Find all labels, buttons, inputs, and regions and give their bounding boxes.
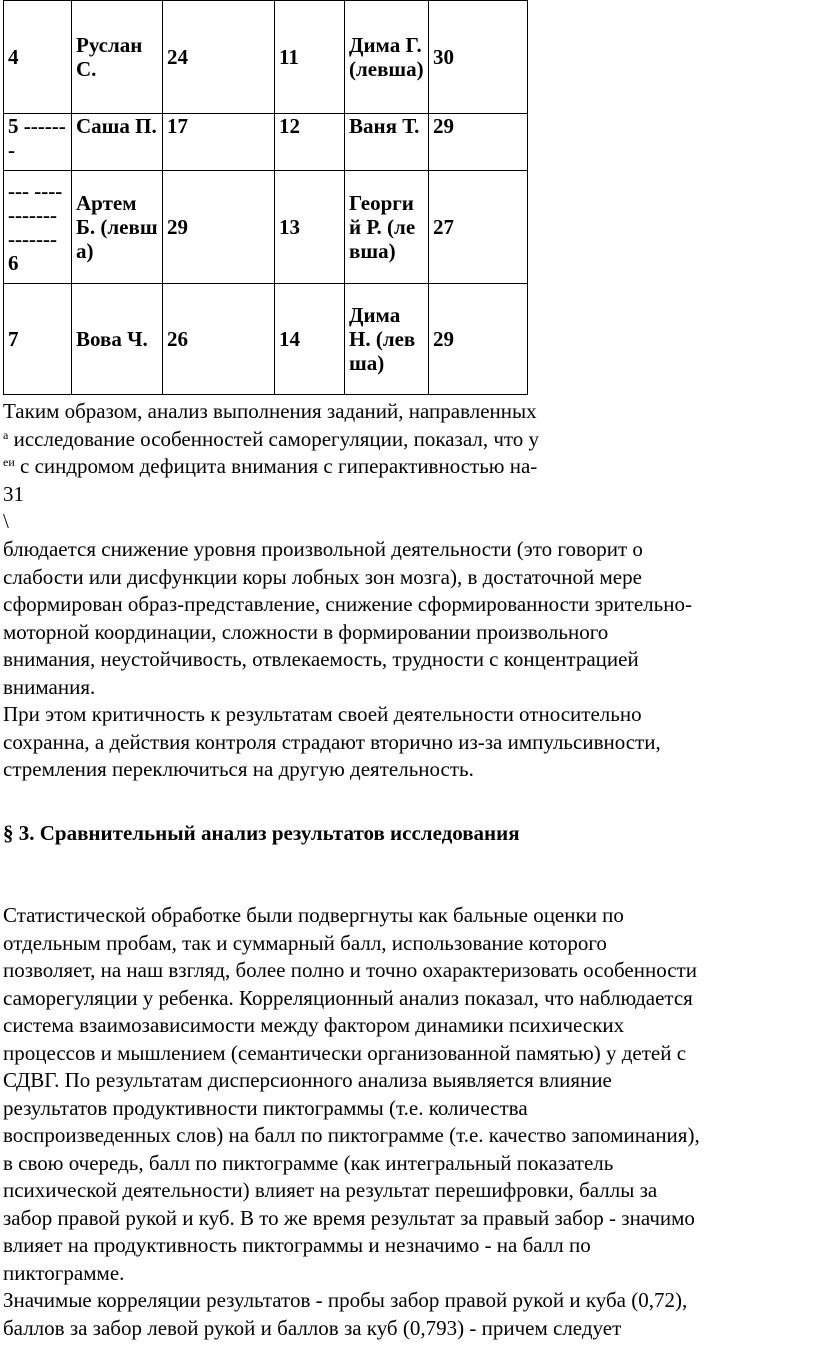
table-cell-score: 29 <box>429 114 528 171</box>
text-line: Таким образом, анализ выполнения заданий, направленных <box>3 399 537 423</box>
paragraph-observations <box>3 536 815 784</box>
table-cell-name: Георгий Р. (левша) <box>345 171 429 284</box>
section-heading: § 3. Сравнительный анализ результатов исследования <box>3 821 520 845</box>
text-line: позволяет, на наш взгляд, более полно и точно охарактеризовать особенности <box>3 958 697 982</box>
table-cell-score: 27 <box>429 171 528 284</box>
table-cell-number: 7 <box>4 284 72 395</box>
text-line: забор правой рукой и куб. В то же время результат за правый забор - значимо <box>3 1205 695 1230</box>
text-line: пиктограмме. <box>3 1260 125 1285</box>
table-cell-name: Ваня Т. <box>345 114 429 171</box>
text-line: баллов за забор левой рукой и баллов за куб (0,793) - причем следует <box>3 1315 622 1340</box>
table-cell-number: 14 <box>275 284 345 395</box>
table-cell-name: Дима Г. (левша) <box>345 1 429 114</box>
text-line: внимания. <box>3 674 96 699</box>
table-cell-number: 13 <box>275 171 345 284</box>
table-cell-name: Вова Ч. <box>72 284 163 395</box>
text-line: саморегуляции у ребенка. Корреляционный анализ показал, что наблюдается <box>3 985 693 1010</box>
text-line: слабости или дисфункции коры лобных зон мозга), в достаточной мере <box>3 564 642 589</box>
paragraph-statistics <box>3 902 815 1342</box>
table-cell-score: 29 <box>429 284 528 395</box>
table-cell-number: 4 <box>4 1 72 114</box>
text-line-content: с синдромом дефицита внимания с гиперактивностью на- <box>14 454 538 478</box>
text-line: сохранна, а действия контроля страдают вторично из-за импульсивности, <box>3 729 661 754</box>
table-cell-name: Руслан С. <box>72 1 163 114</box>
footnote-mark: а <box>3 427 9 442</box>
table-cell-name: Артем Б. (левша) <box>72 171 163 284</box>
footnote-mark: еи <box>3 455 15 469</box>
text-line: результатов продуктивности пиктограммы (т.е. количества <box>3 1095 528 1120</box>
table-cell-number: 11 <box>275 1 345 114</box>
table-row <box>4 114 528 171</box>
table-cell-score: 26 <box>163 284 275 395</box>
text-line: Статистической обработке были подвергнуты как бальные оценки по <box>3 903 624 927</box>
page-number: 31 <box>3 481 24 506</box>
text-line-content: исследование особенностей саморегуляции, показал, что у <box>8 426 540 451</box>
text-line <box>3 426 815 454</box>
table-cell-number: 12 <box>275 114 345 171</box>
stray-backslash: \ <box>3 509 9 533</box>
table-row <box>4 171 528 284</box>
text-line: При этом критичность к результатам своей деятельности относительно <box>3 702 642 726</box>
text-line: процессов и мышлением (семантически организованной памятью) у детей с <box>3 1040 687 1065</box>
table-cell-number: 5 ------- <box>4 114 72 171</box>
text-line: внимания, неустойчивость, отвлекаемость, трудности с концентрацией <box>3 647 639 671</box>
table-cell-score: 29 <box>163 171 275 284</box>
text-line: моторной координации, сложности в формировании произвольного <box>3 619 609 644</box>
table-row <box>4 1 528 114</box>
table-row <box>4 284 528 395</box>
text-line: отдельным пробам, так и суммарный балл, использование которого <box>3 930 607 955</box>
table-cell-name: Дима Н. (левша) <box>345 284 429 395</box>
text-line <box>3 453 815 481</box>
text-line: влияет на продуктивность пиктограммы и незначимо - на балл по <box>3 1233 591 1257</box>
table-cell-name: Саша П. <box>72 114 163 171</box>
text-line: СДВГ. По результатам дисперсионного анализа выявляется влияние <box>3 1068 612 1092</box>
text-line: воспроизведенных слов) на балл по пиктограмме (т.е. качество запоминания), <box>3 1123 700 1147</box>
results-table <box>3 0 528 395</box>
table-cell-number: --- ---- ------- ------- 6 <box>4 171 72 284</box>
text-block-conclusion <box>3 398 815 536</box>
text-line: сформирован образ-представление, снижение сформированности зрительно- <box>3 592 692 616</box>
table-cell-score: 17 <box>163 114 275 171</box>
text-line: система взаимозависимости между фактором динамики психических <box>3 1013 625 1037</box>
table-cell-score: 30 <box>429 1 528 114</box>
text-line: блюдается снижение уровня произвольной деятельности (это говорит о <box>3 537 643 561</box>
table-cell-score: 24 <box>163 1 275 114</box>
text-line: стремления переключиться на другую деятельность. <box>3 757 474 781</box>
text-line: в свою очередь, балл по пиктограмме (как интегральный показатель <box>3 1150 614 1175</box>
text-line: психической деятельности) влияет на результат перешифровки, баллы за <box>3 1178 658 1202</box>
text-line: Значимые корреляции результатов - пробы забор правой рукой и куба (0,72), <box>3 1288 688 1312</box>
